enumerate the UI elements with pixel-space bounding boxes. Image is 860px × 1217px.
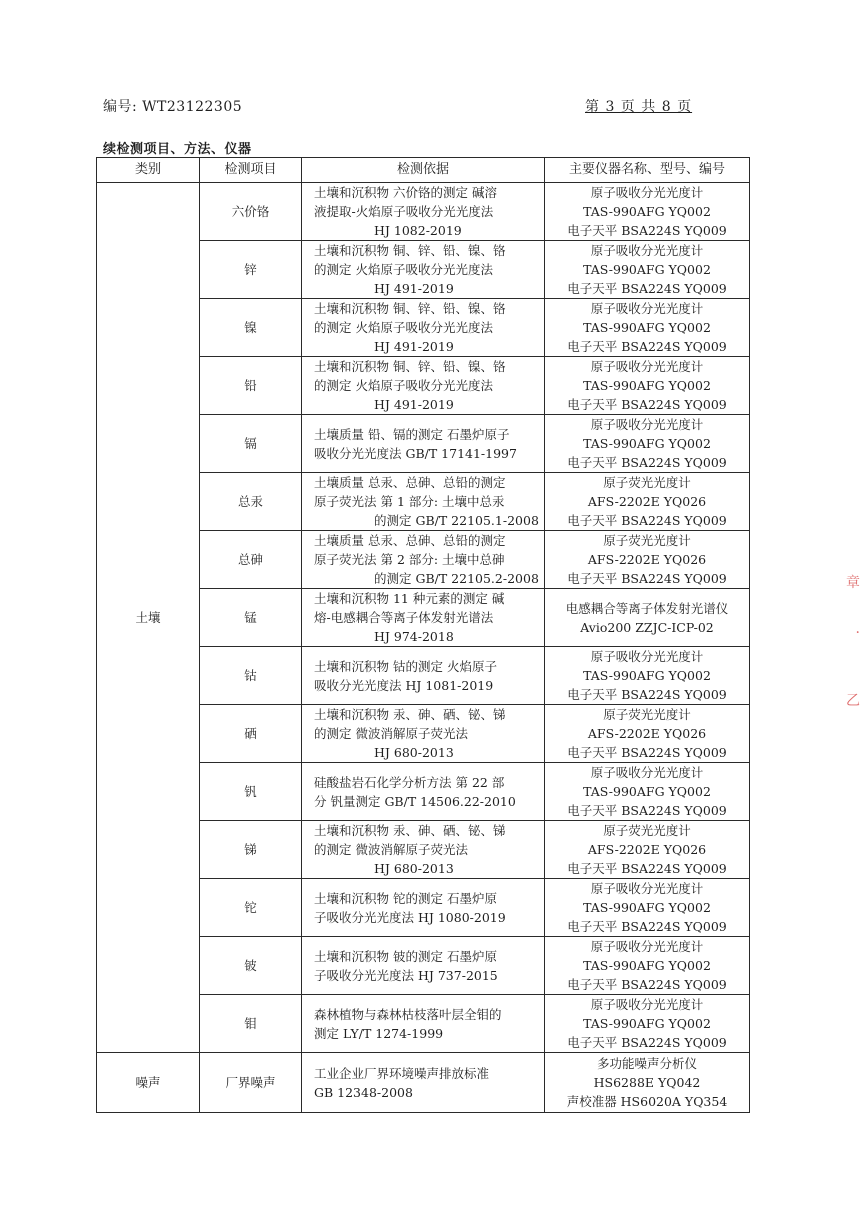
basis-line: 的测定 GB/T 22105.2-2008 [374,571,539,586]
test-basis-cell [302,879,545,937]
instrument-cell [545,937,750,995]
column-header-category: 类别 [97,158,200,183]
basis-line: 土壤质量 总汞、总砷、总铅的测定 [314,533,506,548]
instrument-line: Avio200 ZZJC-ICP-02 [580,619,714,635]
basis-line: 土壤和沉积物 铜、锌、铅、镍、铬 [314,243,506,258]
stamp-mark: 乙 [846,693,860,709]
instrument-cell [545,357,750,415]
test-basis-cell [302,241,545,299]
test-basis-cell [302,415,545,473]
basis-line: 的测定 火焰原子吸收分光光度法 [314,378,493,393]
basis-line: GB 12348-2008 [314,1084,413,1100]
column-header-instruments: 主要仪器名称、型号、编号 [545,158,750,183]
test-item-cell: 钴 [200,647,302,705]
instrument-line: 原子吸收分光光度计 [590,359,704,374]
basis-line: 吸收分光光度法 GB/T 17141-1997 [314,445,517,461]
test-item-cell: 铍 [200,937,302,995]
instrument-cell [545,821,750,879]
instrument-cell [545,531,750,589]
instrument-line: TAS-990AFG YQ002 [583,958,711,973]
test-basis-cell [302,531,545,589]
basis-line: 的测定 GB/T 22105.1-2008 [374,513,539,528]
report-number: 编号: WT23122305 [103,99,243,115]
instrument-cell [545,415,750,473]
table-row [97,183,750,241]
basis-line: HJ 974-2018 [374,629,454,644]
test-basis-cell [302,937,545,995]
instrument-line: TAS-990AFG YQ002 [583,436,711,451]
instrument-line: 电子天平 BSA224S YQ009 [567,513,727,528]
category-cell: 噪声 [97,1053,200,1113]
basis-line: 吸收分光光度法 HJ 1081-2019 [314,677,494,693]
instrument-line: 原子荧光光度计 [603,707,691,722]
instrument-line: AFS-2202E YQ026 [587,552,707,567]
instrument-line: 电子天平 BSA224S YQ009 [567,397,727,412]
test-item-cell: 厂界噪声 [200,1053,302,1113]
instrument-line: 原子荧光光度计 [603,475,691,490]
test-basis-cell [302,183,545,241]
test-item-cell: 铅 [200,357,302,415]
test-basis-cell [302,705,545,763]
category-cell: 土壤 [97,183,200,1053]
basis-line: HJ 680-2013 [374,861,454,876]
test-basis-cell [302,473,545,531]
instrument-line: 电子天平 BSA224S YQ009 [567,571,727,586]
instrument-line: TAS-990AFG YQ002 [583,668,711,683]
column-header-basis: 检测依据 [302,158,545,183]
instrument-line: TAS-990AFG YQ002 [583,1016,711,1031]
stamp-mark: 章 [846,575,860,591]
basis-line: 熔-电感耦合等离子体发射光谱法 [314,610,494,625]
basis-line: 森林植物与森林枯枝落叶层全钼的 [314,1006,502,1022]
basis-line: 的测定 微波消解原子荧光法 [314,726,468,741]
instrument-cell [545,647,750,705]
instrument-line: 原子吸收分光光度计 [590,939,704,954]
instrument-line: 原子吸收分光光度计 [590,185,704,200]
instrument-line: TAS-990AFG YQ002 [583,204,711,219]
test-item-cell: 锰 [200,589,302,647]
test-item-cell: 总砷 [200,531,302,589]
instrument-line: 电子天平 BSA224S YQ009 [567,803,727,818]
basis-line: 工业企业厂界环境噪声排放标准 [314,1065,490,1081]
instrument-line: 电子天平 BSA224S YQ009 [567,919,727,934]
basis-line: HJ 680-2013 [374,745,454,760]
test-item-cell: 钼 [200,995,302,1053]
basis-line: HJ 491-2019 [374,339,454,354]
basis-line: 子吸收分光光度法 HJ 1080-2019 [314,909,506,925]
instrument-line: 声校准器 HS6020A YQ354 [566,1094,728,1109]
basis-line: 硅酸盐岩石化学分析方法 第 22 部 [314,774,505,790]
basis-line: 子吸收分光光度法 HJ 737-2015 [314,967,498,983]
basis-line: 土壤和沉积物 铊的测定 石墨炉原 [314,890,497,906]
instrument-line: TAS-990AFG YQ002 [583,262,711,277]
instrument-line: AFS-2202E YQ026 [587,494,707,509]
instrument-line: TAS-990AFG YQ002 [583,378,711,393]
basis-line: 的测定 微波消解原子荧光法 [314,842,468,857]
instrument-cell [545,1053,750,1113]
instrument-line: 原子吸收分光光度计 [590,881,704,896]
column-header-item: 检测项目 [200,158,302,183]
instrument-line: 电子天平 BSA224S YQ009 [567,977,727,992]
test-basis-cell [302,357,545,415]
instrument-line: AFS-2202E YQ026 [587,726,707,741]
instrument-cell [545,589,750,647]
instrument-line: 原子吸收分光光度计 [590,649,704,664]
instrument-line: AFS-2202E YQ026 [587,842,707,857]
instrument-line: 原子荧光光度计 [603,823,691,838]
basis-line: 原子荧光法 第 1 部分: 土壤中总汞 [314,494,505,509]
test-item-cell: 铊 [200,879,302,937]
instrument-cell [545,183,750,241]
basis-line: 的测定 火焰原子吸收分光光度法 [314,320,493,335]
table-header-row [97,158,750,183]
test-item-cell: 镍 [200,299,302,357]
basis-line: 土壤和沉积物 汞、砷、硒、铋、锑 [314,707,506,722]
basis-line: 土壤质量 铅、镉的测定 石墨炉原子 [314,426,510,442]
instrument-line: 电子天平 BSA224S YQ009 [567,455,727,470]
instrument-line: 电子天平 BSA224S YQ009 [567,223,727,238]
instrument-line: TAS-990AFG YQ002 [583,784,711,799]
instrument-line: 电子天平 BSA224S YQ009 [567,281,727,296]
test-methods-table [96,157,750,1113]
test-item-cell: 钒 [200,763,302,821]
instrument-line: 电子天平 BSA224S YQ009 [567,861,727,876]
table-body [97,183,750,1113]
instrument-cell [545,705,750,763]
test-basis-cell [302,589,545,647]
instrument-line: 原子吸收分光光度计 [590,417,704,432]
stamp-mark: · [855,625,860,641]
test-basis-cell [302,995,545,1053]
basis-line: 土壤和沉积物 铍的测定 石墨炉原 [314,948,497,964]
instrument-line: 原子吸收分光光度计 [590,765,704,780]
basis-line: 液提取-火焰原子吸收分光光度法 [314,204,494,219]
instrument-cell [545,879,750,937]
test-basis-cell [302,821,545,879]
basis-line: 测定 LY/T 1274-1999 [314,1025,444,1041]
basis-line: 土壤和沉积物 铜、锌、铅、镍、铬 [314,301,506,316]
basis-line: 土壤和沉积物 铜、锌、铅、镍、铬 [314,359,506,374]
test-item-cell: 锌 [200,241,302,299]
instrument-line: HS6288E YQ042 [593,1075,701,1090]
test-basis-cell [302,1053,545,1113]
instrument-line: TAS-990AFG YQ002 [583,900,711,915]
test-basis-cell [302,763,545,821]
test-item-cell: 锑 [200,821,302,879]
basis-line: HJ 1082-2019 [374,223,462,238]
instrument-line: 多功能噪声分析仪 [596,1056,697,1071]
basis-line: 土壤和沉积物 钴的测定 火焰原子 [314,658,497,674]
table-row [97,1053,750,1113]
basis-line: 原子荧光法 第 2 部分: 土壤中总砷 [314,552,505,567]
instrument-line: 电子天平 BSA224S YQ009 [567,1035,727,1050]
test-basis-cell [302,647,545,705]
instrument-line: 电感耦合等离子体发射光谱仪 [565,600,729,616]
section-title: 续检测项目、方法、仪器 [103,142,252,157]
test-basis-cell [302,299,545,357]
basis-line: 土壤质量 总汞、总砷、总铅的测定 [314,475,506,490]
basis-line: HJ 491-2019 [374,281,454,296]
test-item-cell: 硒 [200,705,302,763]
basis-line: 土壤和沉积物 六价铬的测定 碱溶 [314,185,497,200]
page-indicator: 第 3 页 共 8 页 [585,99,693,115]
test-item-cell: 镉 [200,415,302,473]
instrument-cell [545,473,750,531]
instrument-line: TAS-990AFG YQ002 [583,320,711,335]
test-item-cell: 总汞 [200,473,302,531]
basis-line: 土壤和沉积物 11 种元素的测定 碱 [314,591,505,606]
basis-line: 分 钒量测定 GB/T 14506.22-2010 [314,793,516,809]
instrument-line: 电子天平 BSA224S YQ009 [567,339,727,354]
instrument-line: 电子天平 BSA224S YQ009 [567,687,727,702]
instrument-cell [545,995,750,1053]
instrument-line: 原子吸收分光光度计 [590,243,704,258]
basis-line: 的测定 火焰原子吸收分光光度法 [314,262,493,277]
test-item-cell: 六价铬 [200,183,302,241]
instrument-cell [545,241,750,299]
instrument-cell [545,299,750,357]
instrument-line: 原子荧光光度计 [603,533,691,548]
instrument-line: 原子吸收分光光度计 [590,997,704,1012]
instrument-cell [545,763,750,821]
basis-line: HJ 491-2019 [374,397,454,412]
instrument-line: 电子天平 BSA224S YQ009 [567,745,727,760]
basis-line: 土壤和沉积物 汞、砷、硒、铋、锑 [314,823,506,838]
instrument-line: 原子吸收分光光度计 [590,301,704,316]
